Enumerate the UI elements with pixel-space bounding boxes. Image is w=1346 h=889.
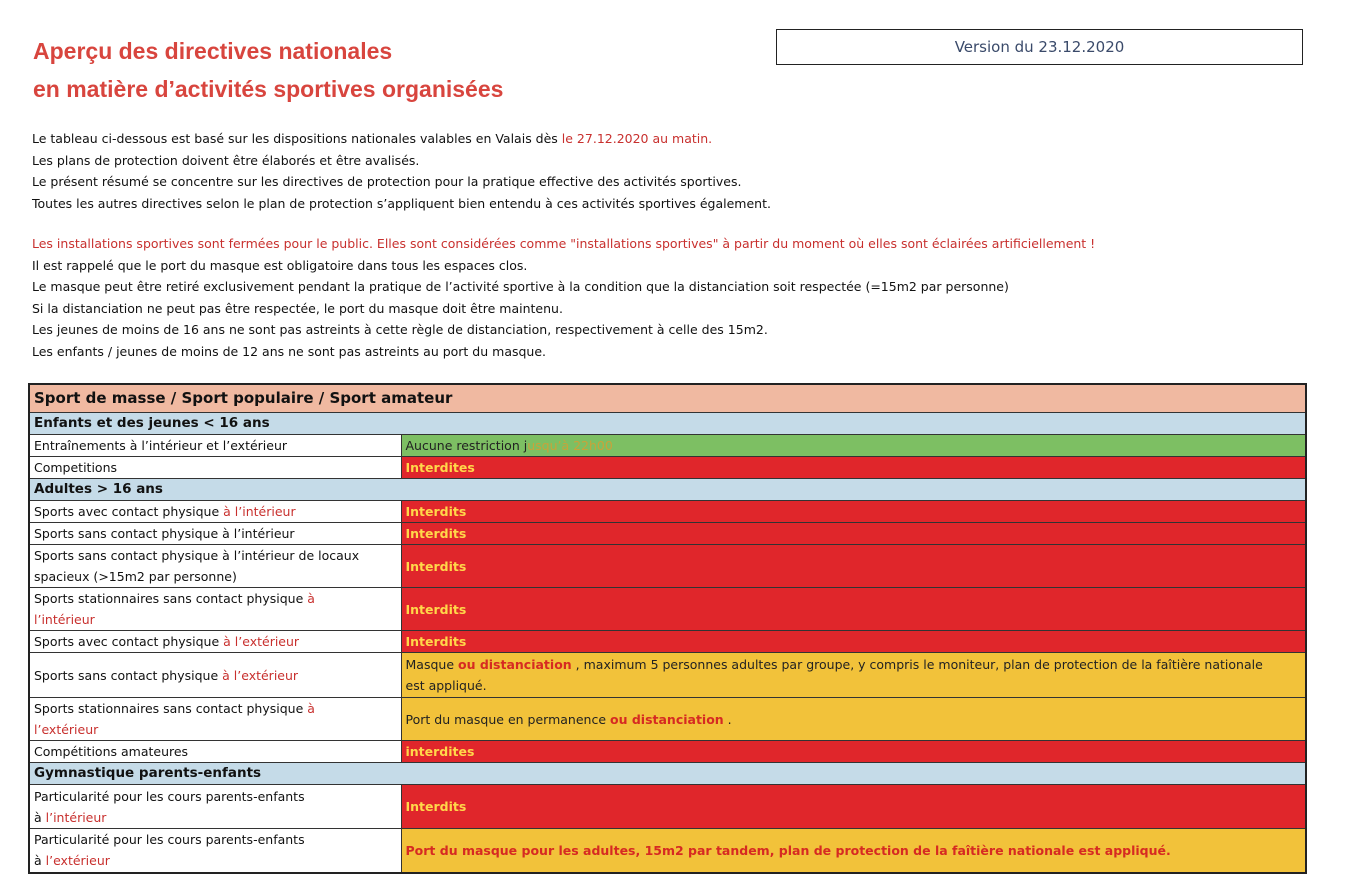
value-text: , maximum 5 personnes adultes par groupe, y compris le moniteur, plan de protection de la faîtière nationale (571, 657, 1263, 672)
intro-paragraph: Les enfants / jeunes de moins de 12 ans ne sont pas astreints au port du masque. (32, 343, 547, 359)
table-row (29, 785, 1306, 829)
row-label: Competitions (29, 457, 401, 479)
intro-paragraph (32, 128, 1322, 150)
row-value: Interdits (401, 631, 1306, 653)
table-row (29, 698, 1306, 741)
section-row (29, 763, 1306, 785)
row-label (29, 631, 401, 653)
intro-paragraph: Le présent résumé se concentre sur les directives de protection pour la pratique effective des activités sportives. (32, 174, 742, 189)
value-text: est appliqué. (405, 678, 487, 693)
table-row (29, 588, 1306, 631)
row-label (29, 501, 401, 523)
row-label (29, 588, 401, 631)
value-text: . (723, 711, 732, 727)
row-label (29, 653, 401, 698)
intro-paragraph: Les plans de protection doivent être élaborés et être avalisés. (32, 152, 420, 168)
row-value: Interdits (401, 523, 1306, 545)
row-label (29, 698, 401, 741)
label-text: à (34, 809, 46, 825)
label-text: Sports avec contact physique (34, 504, 224, 519)
row-label: Entraînements à l’intérieur et l’extérieur (29, 435, 401, 457)
row-label: Sports sans contact physique à l’intérieur (29, 523, 401, 545)
label-location: à l’extérieur (222, 667, 299, 683)
value-highlight: ou distanciation (610, 711, 724, 727)
intro-paragraph: Si la distanciation ne peut pas être respectée, le port du masque doit être maintenu. (32, 300, 563, 316)
row-label (29, 545, 401, 588)
intro-paragraph: Toutes les autres directives selon le plan de protection s’appliquent bien entendu à ces activités sportives également. (32, 195, 771, 211)
row-value: Port du masque pour les adultes, 15m2 par tandem, plan de protection de la faîtière nationale est appliqué. (401, 829, 1306, 873)
section-row (29, 479, 1306, 501)
intro-paragraph: Il est rappelé que le port du masque est obligatoire dans tous les espaces clos. (32, 257, 528, 273)
version-box: Version du 23.12.2020 (776, 29, 1303, 65)
row-label (29, 829, 401, 873)
table-row (29, 435, 1306, 457)
label-text: Sports stationnaires sans contact physique (34, 701, 308, 716)
label-text: à (34, 853, 46, 869)
label-location: à l’extérieur (223, 634, 300, 649)
table-row (29, 741, 1306, 763)
label-text: Sports avec contact physique (34, 634, 224, 649)
row-value (401, 698, 1306, 741)
table-row (29, 631, 1306, 653)
intro-paragraph: Le masque peut être retiré exclusivement pendant la pratique de l’activité sportive à la condition que la distanciation soit respectée (=15m2 par personne) (32, 279, 1009, 294)
label-text: Particularité pour les cours parents-enfants (34, 832, 305, 848)
section-parents: Gymnastique parents-enfants (29, 763, 1306, 785)
section-children: Enfants et des jeunes < 16 ans (29, 413, 1306, 435)
label-location: à (307, 591, 315, 606)
title-line-2: en matière d’activités sportives organisées (33, 76, 504, 102)
table-row (29, 501, 1306, 523)
table-row (29, 545, 1306, 588)
row-value: Interdits (401, 501, 1306, 523)
table-row (29, 457, 1306, 479)
label-text: Sports sans contact physique à l’intérieur de locaux (34, 548, 360, 563)
row-value (401, 653, 1306, 698)
table-header: Sport de masse / Sport populaire / Sport amateur (29, 384, 1306, 413)
intro-text (32, 128, 1322, 362)
value-faint-text: usqu’à 22h00 (527, 438, 613, 453)
value-text: Port du masque en permanence (405, 711, 610, 727)
intro-text-span: Le tableau ci-dessous est basé sur les dispositions nationales valables en Valais dès (32, 131, 562, 146)
document-title (33, 32, 503, 108)
label-location: l’extérieur (34, 722, 99, 737)
value-text: Aucune restriction j (405, 438, 528, 453)
row-value (401, 435, 1306, 457)
intro-warning: Les installations sportives sont fermées pour le public. Elles sont considérées comme "installations sportives" à partir du moment où elles sont éclairées artificiellement ! (32, 236, 1096, 251)
directives-table (28, 383, 1307, 874)
row-value: Interdites (401, 457, 1306, 479)
label-location: l’intérieur (45, 809, 107, 825)
row-value: Interdits (401, 545, 1306, 588)
row-value: Interdits (401, 785, 1306, 829)
intro-date: le 27.12.2020 au matin. (561, 131, 713, 146)
table-row (29, 829, 1306, 873)
label-location: l’extérieur (45, 853, 110, 869)
row-label: Compétitions amateures (29, 741, 401, 763)
label-text: Particularité pour les cours parents-enfants (34, 788, 305, 804)
table-row (29, 523, 1306, 545)
value-highlight: ou distanciation (457, 657, 572, 672)
row-label (29, 785, 401, 829)
table-row (29, 653, 1306, 698)
row-value: Interdits (401, 588, 1306, 631)
section-row (29, 413, 1306, 435)
label-location: à l’intérieur (223, 504, 296, 519)
row-value: interdites (401, 741, 1306, 763)
title-line-1: Aperçu des directives nationales (33, 38, 393, 64)
label-location: l’intérieur (34, 612, 95, 627)
label-location: à (307, 701, 315, 716)
table-header-row (29, 384, 1306, 413)
section-adults: Adultes > 16 ans (29, 479, 1306, 501)
value-text: Masque (405, 657, 458, 672)
label-text: Sports sans contact physique (34, 667, 223, 683)
intro-paragraph: Les jeunes de moins de 16 ans ne sont pas astreints à cette règle de distanciation, respectivement à celle des 15m2. (32, 322, 768, 337)
label-text: spacieux (>15m2 par personne) (34, 569, 237, 584)
label-text: Sports stationnaires sans contact physique (34, 591, 308, 606)
